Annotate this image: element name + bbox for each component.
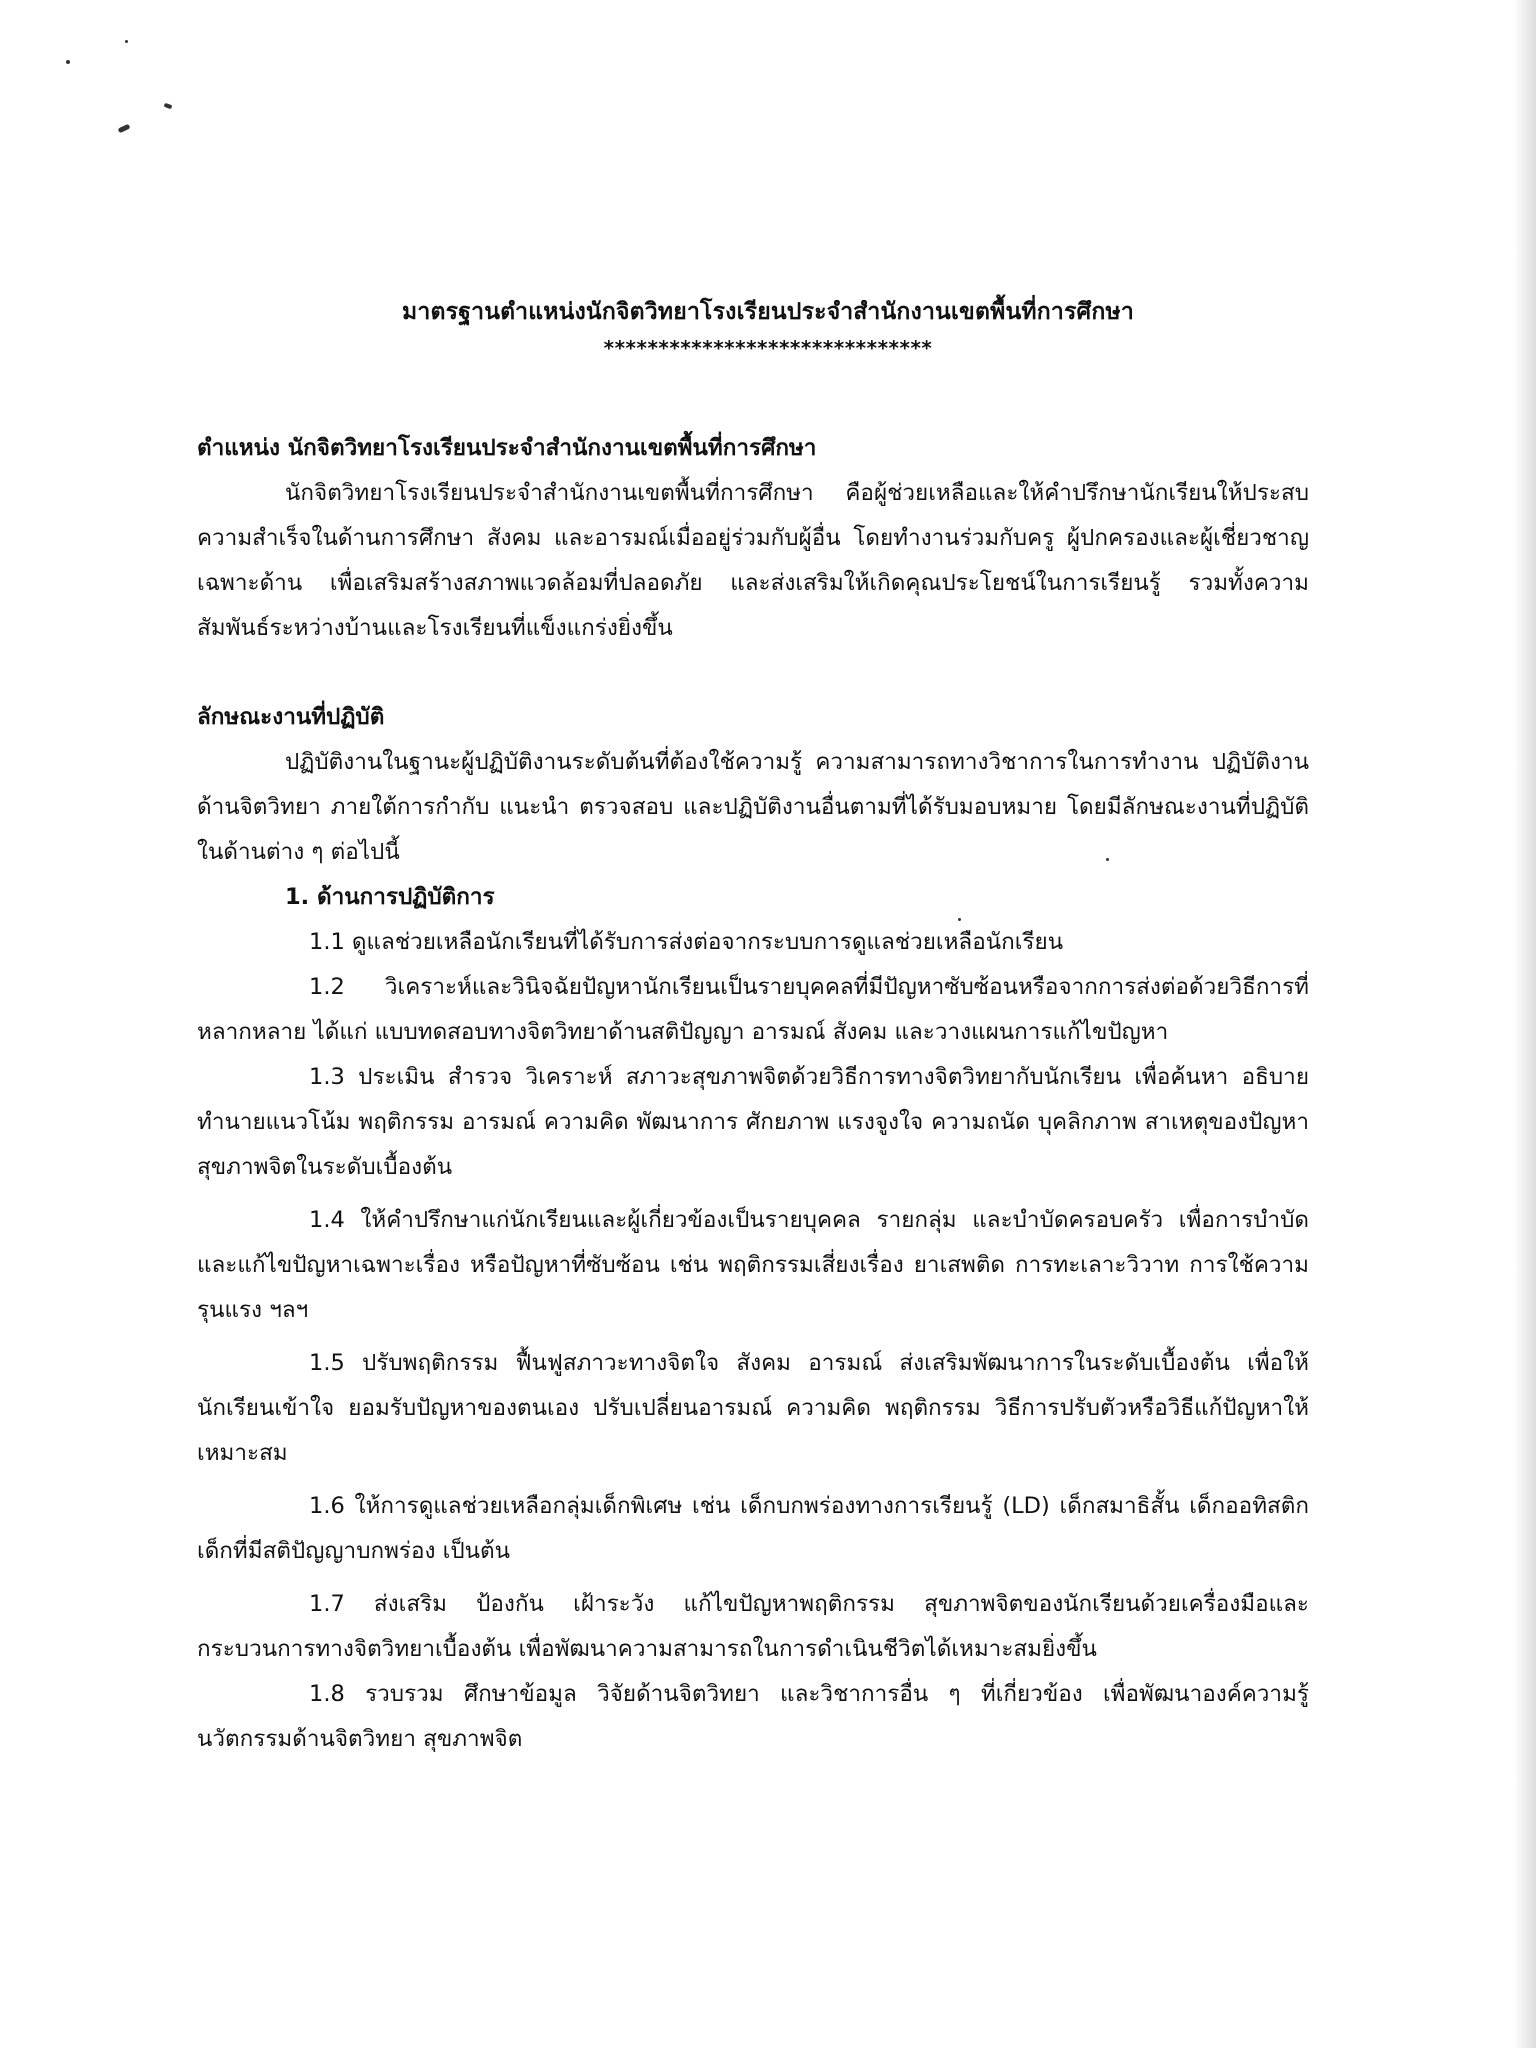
duties-paragraph: ปฏิบัติงานในฐานะผู้ปฏิบัติงานระดับต้นที่ต้องใช้ความรู้ ความสามารถทางวิชาการในการทำงาน ปฏิบัติงานด้านจิตวิทยา ภายใต้การกำกับ แนะนำ ตรวจสอบ และปฏิบัติงานอื่นตามที่ได้รับมอบหมาย โดยมีลักษณะงานที่ปฏิบัติในด้านต่าง ๆ ต่อไปนี้ [197, 749, 1309, 865]
list-item: 1.8 รวบรวม ศึกษาข้อมูล วิจัยด้านจิตวิทยา และวิชาการอื่น ๆ ที่เกี่ยวข้อง เพื่อพัฒนาองค์ความรู้ นวัตกรรมด้านจิตวิทยา สุขภาพจิต [197, 1681, 1309, 1752]
section-gap [197, 651, 1309, 695]
position-heading: ตำแหน่ง นักจิตวิทยาโรงเรียนประจำสำนักงานเขตพื้นที่การศึกษา [197, 435, 817, 461]
list-item: 1.6 ให้การดูแลช่วยเหลือกลุ่มเด็กพิเศษ เช่น เด็กบกพร่องทางการเรียนรู้ (LD) เด็กสมาธิสั้น เด็กออทิสติก เด็กที่มีสติปัญญาบกพร่อง เป็นต้น [197, 1493, 1309, 1564]
list-item: 1.4 ให้คำปรึกษาแก่นักเรียนและผู้เกี่ยวข้องเป็นรายบุคคล รายกลุ่ม และบำบัดครอบครัว เพื่อการบำบัดและแก้ไขปัญหาเฉพาะเรื่อง หรือปัญหาที่ซับซ้อน เช่น พฤติกรรมเสี่ยงเรื่อง ยาเสพติด การทะเลาะวิวาท การใช้ความรุนแรง ฯลฯ [197, 1207, 1309, 1323]
list-item: 1.1 ดูแลช่วยเหลือนักเรียนที่ได้รับการส่งต่อจากระบบการดูแลช่วยเหลือนักเรียน [309, 929, 1064, 955]
document-body [197, 426, 1309, 1762]
duties-heading: ลักษณะงานที่ปฏิบัติ [197, 704, 385, 730]
list-item: 1.7 ส่งเสริม ป้องกัน เฝ้าระวัง แก้ไขปัญหาพฤติกรรม สุขภาพจิตของนักเรียนด้วยเครื่องมือและกระบวนการทางจิตวิทยาเบื้องต้น เพื่อพัฒนาความสามารถในการดำเนินชีวิตได้เหมาะสมยิ่งขึ้น [197, 1591, 1309, 1662]
list-item: 1.3 ประเมิน สำรวจ วิเคราะห์ สภาวะสุขภาพจิตด้วยวิธีการทางจิตวิทยากับนักเรียน เพื่อค้นหา อธิบาย ทำนายแนวโน้ม พฤติกรรม อารมณ์ ความคิด พัฒนาการ ศักยภาพ แรงจูงใจ ความถนัด บุคลิกภาพ สาเหตุของปัญหาสุขภาพจิตในระดับเบื้องต้น [197, 1064, 1309, 1180]
section1-heading: 1. ด้านการปฏิบัติการ [285, 884, 495, 910]
position-paragraph: นักจิตวิทยาโรงเรียนประจำสำนักงานเขตพื้นที่การศึกษา คือผู้ช่วยเหลือและให้คำปรึกษานักเรียนให้ประสบความสำเร็จในด้านการศึกษา สังคม และอารมณ์เมื่ออยู่ร่วมกับผู้อื่น โดยทำงานร่วมกับครู ผู้ปกครองและผู้เชี่ยวชาญเฉพาะด้าน เพื่อเสริมสร้างสภาพแวดล้อมที่ปลอดภัย และส่งเสริมให้เกิดคุณประโยชน์ในการเรียนรู้ รวมทั้งความสัมพันธ์ระหว่างบ้านและโรงเรียนที่แข็งแกร่งยิ่งขึ้น [197, 480, 1309, 641]
list-item: 1.2 วิเคราะห์และวินิจฉัยปัญหานักเรียนเป็นรายบุคคลที่มีปัญหาซับซ้อนหรือจากการส่งต่อด้วยวิธีการที่หลากหลาย ได้แก่ แบบทดสอบทางจิตวิทยาด้านสติปัญญา อารมณ์ สังคม และวางแผนการแก้ไขปัญหา [197, 974, 1309, 1045]
document-title: มาตรฐานตำแหน่งนักจิตวิทยาโรงเรียนประจำสำนักงานเขตพื้นที่การศึกษา [402, 299, 1134, 325]
list-item: 1.5 ปรับพฤติกรรม ฟื้นฟูสภาวะทางจิตใจ สังคม อารมณ์ ส่งเสริมพัฒนาการในระดับเบื้องต้น เพื่อให้นักเรียนเข้าใจ ยอมรับปัญหาของตนเอง ปรับเปลี่ยนอารมณ์ ความคิด พฤติกรรม วิธีการปรับตัวหรือวิธีแก้ปัญหาให้เหมาะสม [197, 1350, 1309, 1466]
title-separator: ****************************** [603, 336, 933, 360]
